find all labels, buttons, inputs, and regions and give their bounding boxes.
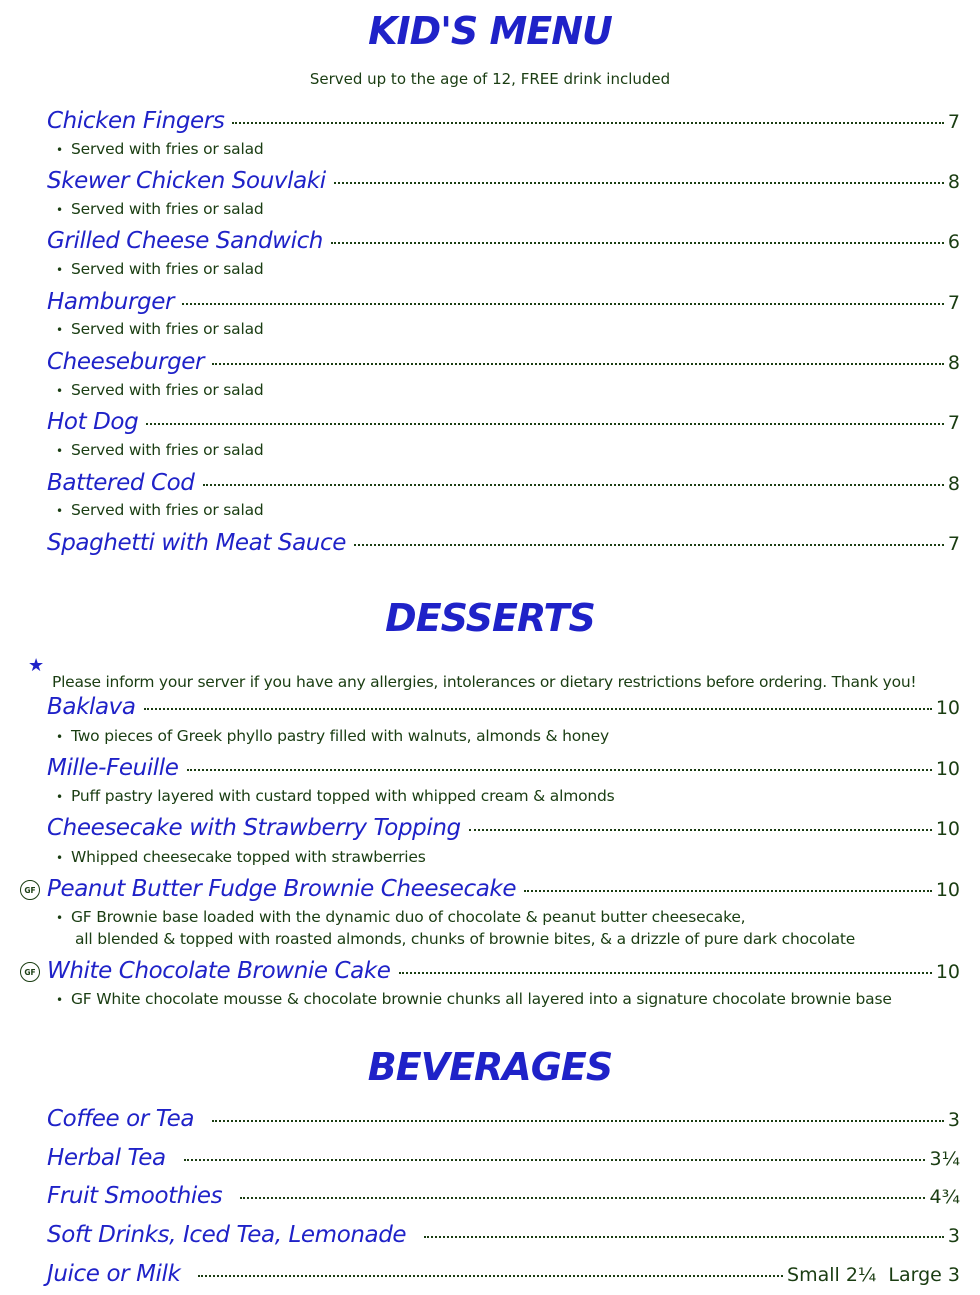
bullet-icon: • [56, 504, 63, 518]
dot-leader [146, 423, 944, 425]
item-name: Chicken Fingers [47, 108, 225, 134]
kids-menu-title: KID'S MENU [368, 9, 612, 53]
menu-item-chicken-fingers [47, 108, 960, 138]
item-description: • Puff pastry layered with custard topped with whipped cream & almonds [56, 787, 615, 805]
menu-item-battered-cod [47, 470, 960, 500]
dot-leader [424, 1236, 944, 1238]
item-name: White Chocolate Brownie Cake [47, 958, 391, 984]
dot-leader [524, 890, 932, 892]
item-name: Coffee or Tea [47, 1106, 195, 1132]
star-icon: ★ [28, 655, 45, 676]
dot-leader [240, 1197, 925, 1199]
item-name: Cheeseburger [47, 349, 205, 375]
item-description: • Served with fries or salad [56, 200, 264, 218]
bullet-icon: • [56, 444, 63, 458]
bullet-icon: • [56, 790, 63, 804]
bullet-icon: • [56, 263, 63, 277]
item-price: 7 [947, 111, 960, 133]
item-price: 10 [935, 697, 960, 719]
menu-item-baklava [47, 694, 960, 724]
item-name: Mille-Feuille [47, 755, 179, 781]
menu-item-hot-dog [47, 409, 960, 439]
item-description: • Served with fries or salad [56, 381, 264, 399]
item-price: 4¾ [929, 1186, 960, 1208]
item-price: 3 [947, 1109, 960, 1131]
dot-leader [399, 972, 932, 974]
dot-leader [203, 484, 944, 486]
dot-leader [212, 1120, 944, 1122]
menu-item-cheesecake-with-strawberry-topping [47, 815, 960, 845]
dot-leader [182, 303, 944, 305]
item-description: • Served with fries or salad [56, 260, 264, 278]
bullet-icon: • [56, 911, 63, 925]
menu-item-herbal-tea [47, 1145, 960, 1175]
item-description: • Whipped cheesecake topped with strawberries [56, 848, 426, 866]
menu-item-mille-feuille [47, 755, 960, 785]
dot-leader [212, 363, 944, 365]
item-price: 3 [947, 1225, 960, 1247]
dot-leader [144, 708, 932, 710]
item-name: Soft Drinks, Iced Tea, Lemonade [47, 1222, 407, 1248]
item-name: Fruit Smoothies [47, 1183, 223, 1209]
item-price: 8 [947, 171, 960, 193]
item-price: 7 [947, 533, 960, 555]
bullet-icon: • [56, 993, 63, 1007]
item-description: • Served with fries or salad [56, 441, 264, 459]
item-name: Hamburger [47, 289, 175, 315]
dot-leader [469, 829, 932, 831]
item-price: 10 [935, 818, 960, 840]
item-name: Juice or Milk [47, 1261, 181, 1287]
item-description: • GF Brownie base loaded with the dynamic duo of chocolate & peanut butter cheesecake, [56, 908, 746, 926]
dot-leader [354, 544, 944, 546]
item-name: Skewer Chicken Souvlaki [47, 168, 326, 194]
menu-item-juice-or-milk [47, 1261, 960, 1291]
dot-leader [198, 1275, 783, 1277]
bullet-icon: • [56, 851, 63, 865]
gluten-free-icon: GF [20, 962, 40, 982]
item-price: 8 [947, 473, 960, 495]
item-price: Small 2¼ Large 3 [787, 1264, 960, 1286]
menu-item-grilled-cheese-sandwich [47, 228, 960, 258]
dot-leader [187, 769, 932, 771]
gluten-free-icon: GF [20, 880, 40, 900]
menu-item-fruit-smoothies [47, 1183, 960, 1213]
kids-menu-subtitle: Served up to the age of 12, FREE drink included [309, 70, 671, 88]
beverages-title: BEVERAGES [367, 1045, 613, 1089]
dot-leader [334, 182, 944, 184]
item-price: 7 [947, 412, 960, 434]
item-name: Hot Dog [47, 409, 139, 435]
bullet-icon: • [56, 143, 63, 157]
item-name: Cheesecake with Strawberry Topping [47, 815, 461, 841]
desserts-title: DESSERTS [385, 596, 595, 640]
dot-leader [184, 1159, 926, 1161]
item-price: 8 [947, 352, 960, 374]
item-name: Peanut Butter Fudge Brownie Cheesecake [47, 876, 517, 902]
menu-item-skewer-chicken-souvlaki [47, 168, 960, 198]
menu-item-hamburger [47, 289, 960, 319]
bullet-icon: • [56, 730, 63, 744]
item-description: • Served with fries or salad [56, 140, 264, 158]
bullet-icon: • [56, 384, 63, 398]
menu-item-spaghetti-with-meat-sauce [47, 530, 960, 560]
item-description-continued: all blended & topped with roasted almonds, chunks of brownie bites, & a drizzle of pure dark chocolate [75, 930, 856, 948]
item-name: Grilled Cheese Sandwich [47, 228, 323, 254]
bullet-icon: • [56, 203, 63, 217]
menu-item-cheeseburger [47, 349, 960, 379]
item-price: 7 [947, 292, 960, 314]
item-price: 10 [935, 961, 960, 983]
item-description: • Served with fries or salad [56, 501, 264, 519]
item-name: Battered Cod [47, 470, 195, 496]
item-name: Spaghetti with Meat Sauce [47, 530, 346, 556]
item-price: 6 [947, 231, 960, 253]
menu-item-white-chocolate-brownie-cake [47, 958, 960, 988]
item-description: • Two pieces of Greek phyllo pastry filled with walnuts, almonds & honey [56, 727, 609, 745]
item-price: 10 [935, 758, 960, 780]
item-description: • Served with fries or salad [56, 320, 264, 338]
dot-leader [331, 242, 944, 244]
menu-item-soft-drinks-iced-tea-lemonade [47, 1222, 960, 1252]
dot-leader [232, 122, 943, 124]
item-description: • GF White chocolate mousse & chocolate brownie chunks all layered into a signature chocolate brownie base [56, 990, 892, 1008]
item-price: 10 [935, 879, 960, 901]
bullet-icon: • [56, 323, 63, 337]
item-name: Baklava [47, 694, 136, 720]
item-price: 3¼ [929, 1148, 960, 1170]
item-name: Herbal Tea [47, 1145, 166, 1171]
menu-item-coffee-or-tea [47, 1106, 960, 1136]
menu-item-peanut-butter-fudge-brownie-cheesecake [47, 876, 960, 906]
allergy-note: Please inform your server if you have any allergies, intolerances or dietary restrictions before ordering. Thank you! [52, 672, 917, 691]
